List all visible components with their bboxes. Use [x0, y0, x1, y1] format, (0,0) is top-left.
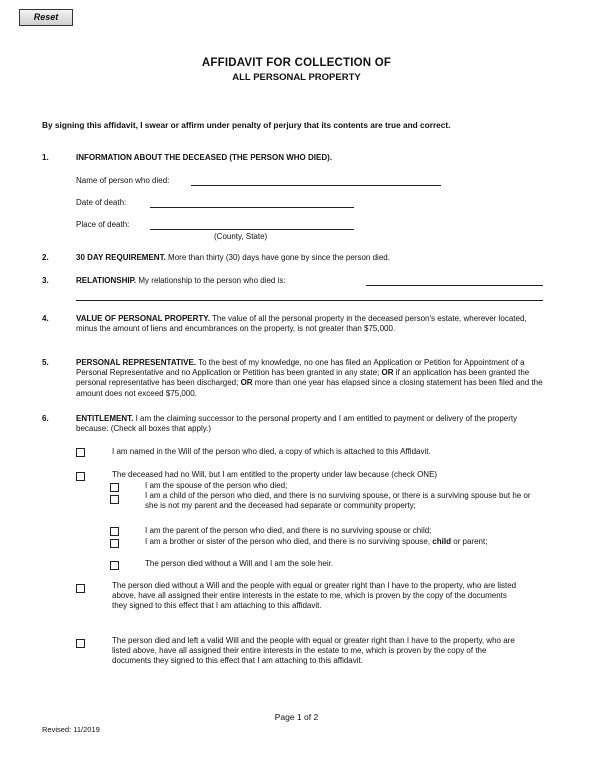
section-5-text — [76, 358, 546, 399]
spouse-label: I am the spouse of the person who died; — [145, 481, 288, 490]
section-5-or-1: OR — [381, 368, 394, 378]
section-1-heading: INFORMATION ABOUT THE DECEASED (THE PERSON WHO DIED). — [76, 153, 332, 162]
section-4-text — [76, 314, 546, 334]
named-in-will-label: I am named in the Will of the person who died, a copy of which is attached to this Affidavit. — [112, 447, 431, 456]
relationship-field[interactable] — [366, 285, 543, 286]
section-3-heading: RELATIONSHIP. — [76, 276, 137, 285]
section-4-number: 4. — [42, 314, 49, 323]
section-5-body-c: more than one year has elapsed since a closing statement has been filed and the amount does not exceed $75,000. — [76, 378, 543, 398]
sibling-label-child: child — [432, 537, 451, 546]
section-2-text — [76, 253, 546, 263]
no-will-checkbox[interactable] — [76, 472, 85, 481]
section-5-body-a: To the best of my knowledge, no one has filed an Application or Petition for Appointment of a Personal Representative and no Application or Petition has been granted in any state; — [76, 358, 525, 378]
spouse-checkbox[interactable] — [110, 483, 119, 492]
section-3-body: My relationship to the person who died is: — [138, 276, 286, 285]
section-5-or-2: OR — [240, 378, 253, 388]
sibling-label — [145, 537, 545, 547]
sibling-checkbox[interactable] — [110, 539, 119, 548]
child-checkbox[interactable] — [110, 495, 119, 504]
valid-will-assigned-checkbox[interactable] — [76, 639, 85, 648]
form-title: AFFIDAVIT FOR COLLECTION OF — [201, 57, 392, 69]
section-2-body: More than thirty (30) days have gone by since the person died. — [168, 253, 390, 262]
no-will-assigned-label: The person died without a Will and the people with equal or greater right than I have to the property, who are listed above, have all assigned their entire interests in the estate to me, which is proven by the copy of the documents they signed to this effect that I am attaching to this affidavit. — [112, 581, 517, 611]
name-of-deceased-field[interactable] — [191, 185, 441, 186]
section-6-heading: ENTITLEMENT. — [76, 414, 134, 423]
reset-button[interactable]: Reset — [19, 9, 73, 26]
section-3-text — [76, 276, 286, 286]
section-3-number: 3. — [42, 276, 49, 285]
section-6-number: 6. — [42, 414, 49, 423]
section-5-body-b: if an application has been granted the personal representative has been discharged; — [76, 368, 530, 388]
section-2-heading: 30 DAY REQUIREMENT. — [76, 253, 166, 262]
valid-will-assigned-label: The person died and left a valid Will and the people with equal or greater right than I have to the property, who are listed above, have all assigned their entire interests in the estate to me, which is proven by the copy of the documents they signed to this effect that I am attaching to this affidavit. — [112, 636, 515, 666]
page-number: Page 1 of 2 — [274, 712, 319, 722]
section-5-heading: PERSONAL REPRESENTATIVE. — [76, 358, 197, 367]
section-6-text — [76, 414, 546, 434]
no-will-assigned-checkbox[interactable] — [76, 584, 85, 593]
section-1-number: 1. — [42, 153, 49, 162]
named-in-will-checkbox[interactable] — [76, 448, 85, 457]
parent-checkbox[interactable] — [110, 527, 119, 536]
county-state-hint: (County, State) — [214, 232, 268, 241]
date-of-death-label: Date of death: — [76, 198, 127, 207]
section-6-body: I am the claiming successor to the personal property and I am entitled to payment or delivery of the property because: (Check all boxes that apply.) — [76, 414, 518, 434]
relationship-field-line-2[interactable] — [76, 300, 543, 301]
sibling-label-c: or parent; — [453, 537, 488, 546]
place-of-death-label: Place of death: — [76, 220, 130, 229]
sibling-label-a: I am a brother or sister of the person who died, and there is no surviving spouse, — [145, 537, 431, 546]
section-2-number: 2. — [42, 253, 49, 262]
name-label: Name of person who died: — [76, 176, 170, 185]
section-4-body: The value of all the personal property in the deceased person's estate, wherever located, minus the amount of liens and encumbrances on the property, is not greater than $75,000. — [76, 314, 527, 334]
date-of-death-field[interactable] — [150, 207, 354, 208]
sole-heir-checkbox[interactable] — [110, 561, 119, 570]
revised-date: Revised: 11/2019 — [42, 725, 100, 734]
parent-label: I am the parent of the person who died, and there is no surviving spouse or child; — [145, 526, 432, 535]
child-label: I am a child of the person who died, and there is no surviving spouse, or there is a surviving spouse but he or she is not my parent and the deceased had separate or community property; — [145, 491, 531, 511]
intro-statement: By signing this affidavit, I swear or affirm under penalty of perjury that its contents are true and correct. — [42, 120, 451, 130]
section-5-number: 5. — [42, 358, 49, 367]
form-subtitle: ALL PERSONAL PROPERTY — [232, 72, 361, 83]
sole-heir-label: The person died without a Will and I am the sole heir. — [145, 559, 334, 568]
no-will-label: The deceased had no Will, but I am entitled to the property under law because (check ONE) — [112, 470, 438, 479]
place-of-death-field[interactable] — [150, 229, 354, 230]
section-4-heading: VALUE OF PERSONAL PROPERTY. — [76, 314, 210, 323]
